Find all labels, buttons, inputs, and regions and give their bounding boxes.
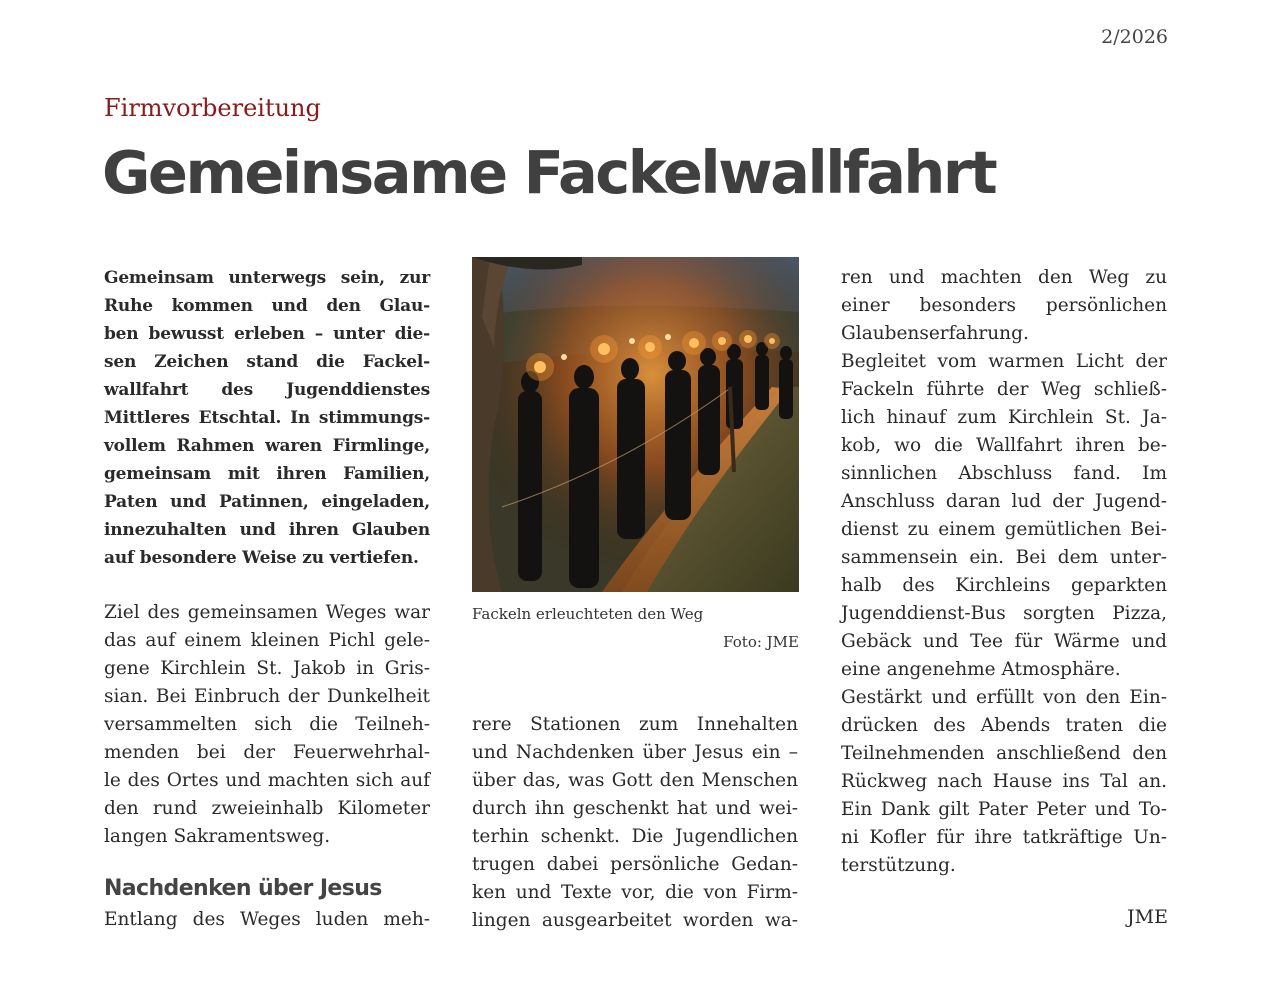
body-line: über das, was Gott den Menschen [472, 770, 798, 791]
lead-line: Gemeinsam unterwegs sein, zur [104, 268, 430, 288]
torch-procession-image [472, 257, 799, 592]
headline: Gemeinsame Fackelwallfahrt [102, 138, 996, 207]
body-line: und Nachdenken über Jesus ein – [472, 742, 798, 763]
body-line: sammensein ein. Bei dem unter- [841, 547, 1167, 568]
lead-line: auf besondere Weise zu vertiefen. [104, 548, 419, 568]
photo-caption: Fackeln erleuchteten den Weg [472, 605, 704, 623]
body-line: durch ihn geschenkt hat und wei- [472, 798, 798, 819]
body-line: halb des Kirchleins geparkten [841, 575, 1167, 596]
body-line: Rückweg nach Hause ins Tal an. [841, 771, 1167, 792]
body-line: terstützung. [841, 855, 956, 876]
body-line: versammelten sich die Teilneh- [104, 714, 430, 735]
body-line: lich hinauf zum Kirchlein St. Ja- [841, 407, 1167, 428]
lead-line: Ruhe kommen und den Glau- [104, 296, 430, 316]
body-line: Entlang des Weges luden meh- [104, 909, 430, 930]
body-line: dienst zu einem gemütlichen Bei- [841, 519, 1167, 540]
body-line: Teilnehmenden anschließend den [841, 743, 1167, 764]
body-line: Anschluss daran lud der Jugend- [841, 491, 1167, 512]
issue-number: 2/2026 [1101, 26, 1168, 48]
body-line: Ein Dank gilt Pater Peter und To- [841, 799, 1167, 820]
body-line: Gebäck und Tee für Wärme und [841, 631, 1167, 652]
body-line: sinnlichen Abschluss fand. Im [841, 463, 1167, 484]
body-line: Ziel des gemeinsamen Weges war [104, 602, 430, 623]
lead-line: ben bewusst erleben – unter die- [104, 324, 430, 344]
body-line: Jugenddienst-Bus sorgten Pizza, [841, 603, 1167, 624]
body-line: Fackeln führte der Weg schließ- [841, 379, 1167, 400]
body-line: Glaubenserfahrung. [841, 323, 1029, 344]
body-line: einer besonders persönlichen [841, 295, 1167, 316]
body-line: sian. Bei Einbruch der Dunkelheit [104, 686, 430, 707]
body-line: drücken des Abends traten die [841, 715, 1167, 736]
lead-line: Paten und Patinnen, eingeladen, [104, 492, 430, 512]
author-signature: JME [1127, 906, 1168, 928]
body-line: lingen ausgearbeitet worden wa- [472, 910, 798, 931]
lead-line: vollem Rahmen waren Firmlinge, [104, 436, 430, 456]
body-line: das auf einem kleinen Pichl gele- [104, 630, 430, 651]
body-line: menden bei der Feuerwehrhal- [104, 742, 430, 763]
body-line: ken und Texte vor, die von Firm- [472, 882, 798, 903]
body-line: gene Kirchlein St. Jakob in Gris- [104, 658, 430, 679]
lead-line: gemeinsam mit ihren Familien, [104, 464, 430, 484]
lead-line: wallfahrt des Jugenddienstes [104, 380, 430, 400]
body-line: Gestärkt und erfüllt von den Ein- [841, 687, 1167, 708]
body-line: rere Stationen zum Innehalten [472, 714, 798, 735]
article-photo [472, 257, 799, 592]
lead-line: sen Zeichen stand die Fackel- [104, 352, 430, 372]
body-line: terhin schenkt. Die Jugendlichen [472, 826, 798, 847]
body-line: Begleitet vom warmen Licht der [841, 351, 1167, 372]
body-line: den rund zweieinhalb Kilometer [104, 798, 430, 819]
lead-line: Mittleres Etschtal. In stimmungs- [104, 408, 430, 428]
kicker: Firmvorbereitung [104, 94, 321, 122]
body-line: kob, wo die Wallfahrt ihren be- [841, 435, 1167, 456]
photo-credit: Foto: JME [723, 633, 799, 651]
body-line: le des Ortes und machten sich auf [104, 770, 430, 791]
lead-line: innezuhalten und ihren Glauben [104, 520, 430, 540]
body-line: trugen dabei persönliche Gedan- [472, 854, 798, 875]
body-line: ren und machten den Weg zu [841, 267, 1167, 288]
body-line: ni Kofler für ihre tatkräftige Un- [841, 827, 1167, 848]
body-line: langen Sakramentsweg. [104, 826, 331, 847]
subheading: Nachdenken über Jesus [104, 876, 382, 901]
body-line: eine angenehme Atmosphäre. [841, 659, 1121, 680]
